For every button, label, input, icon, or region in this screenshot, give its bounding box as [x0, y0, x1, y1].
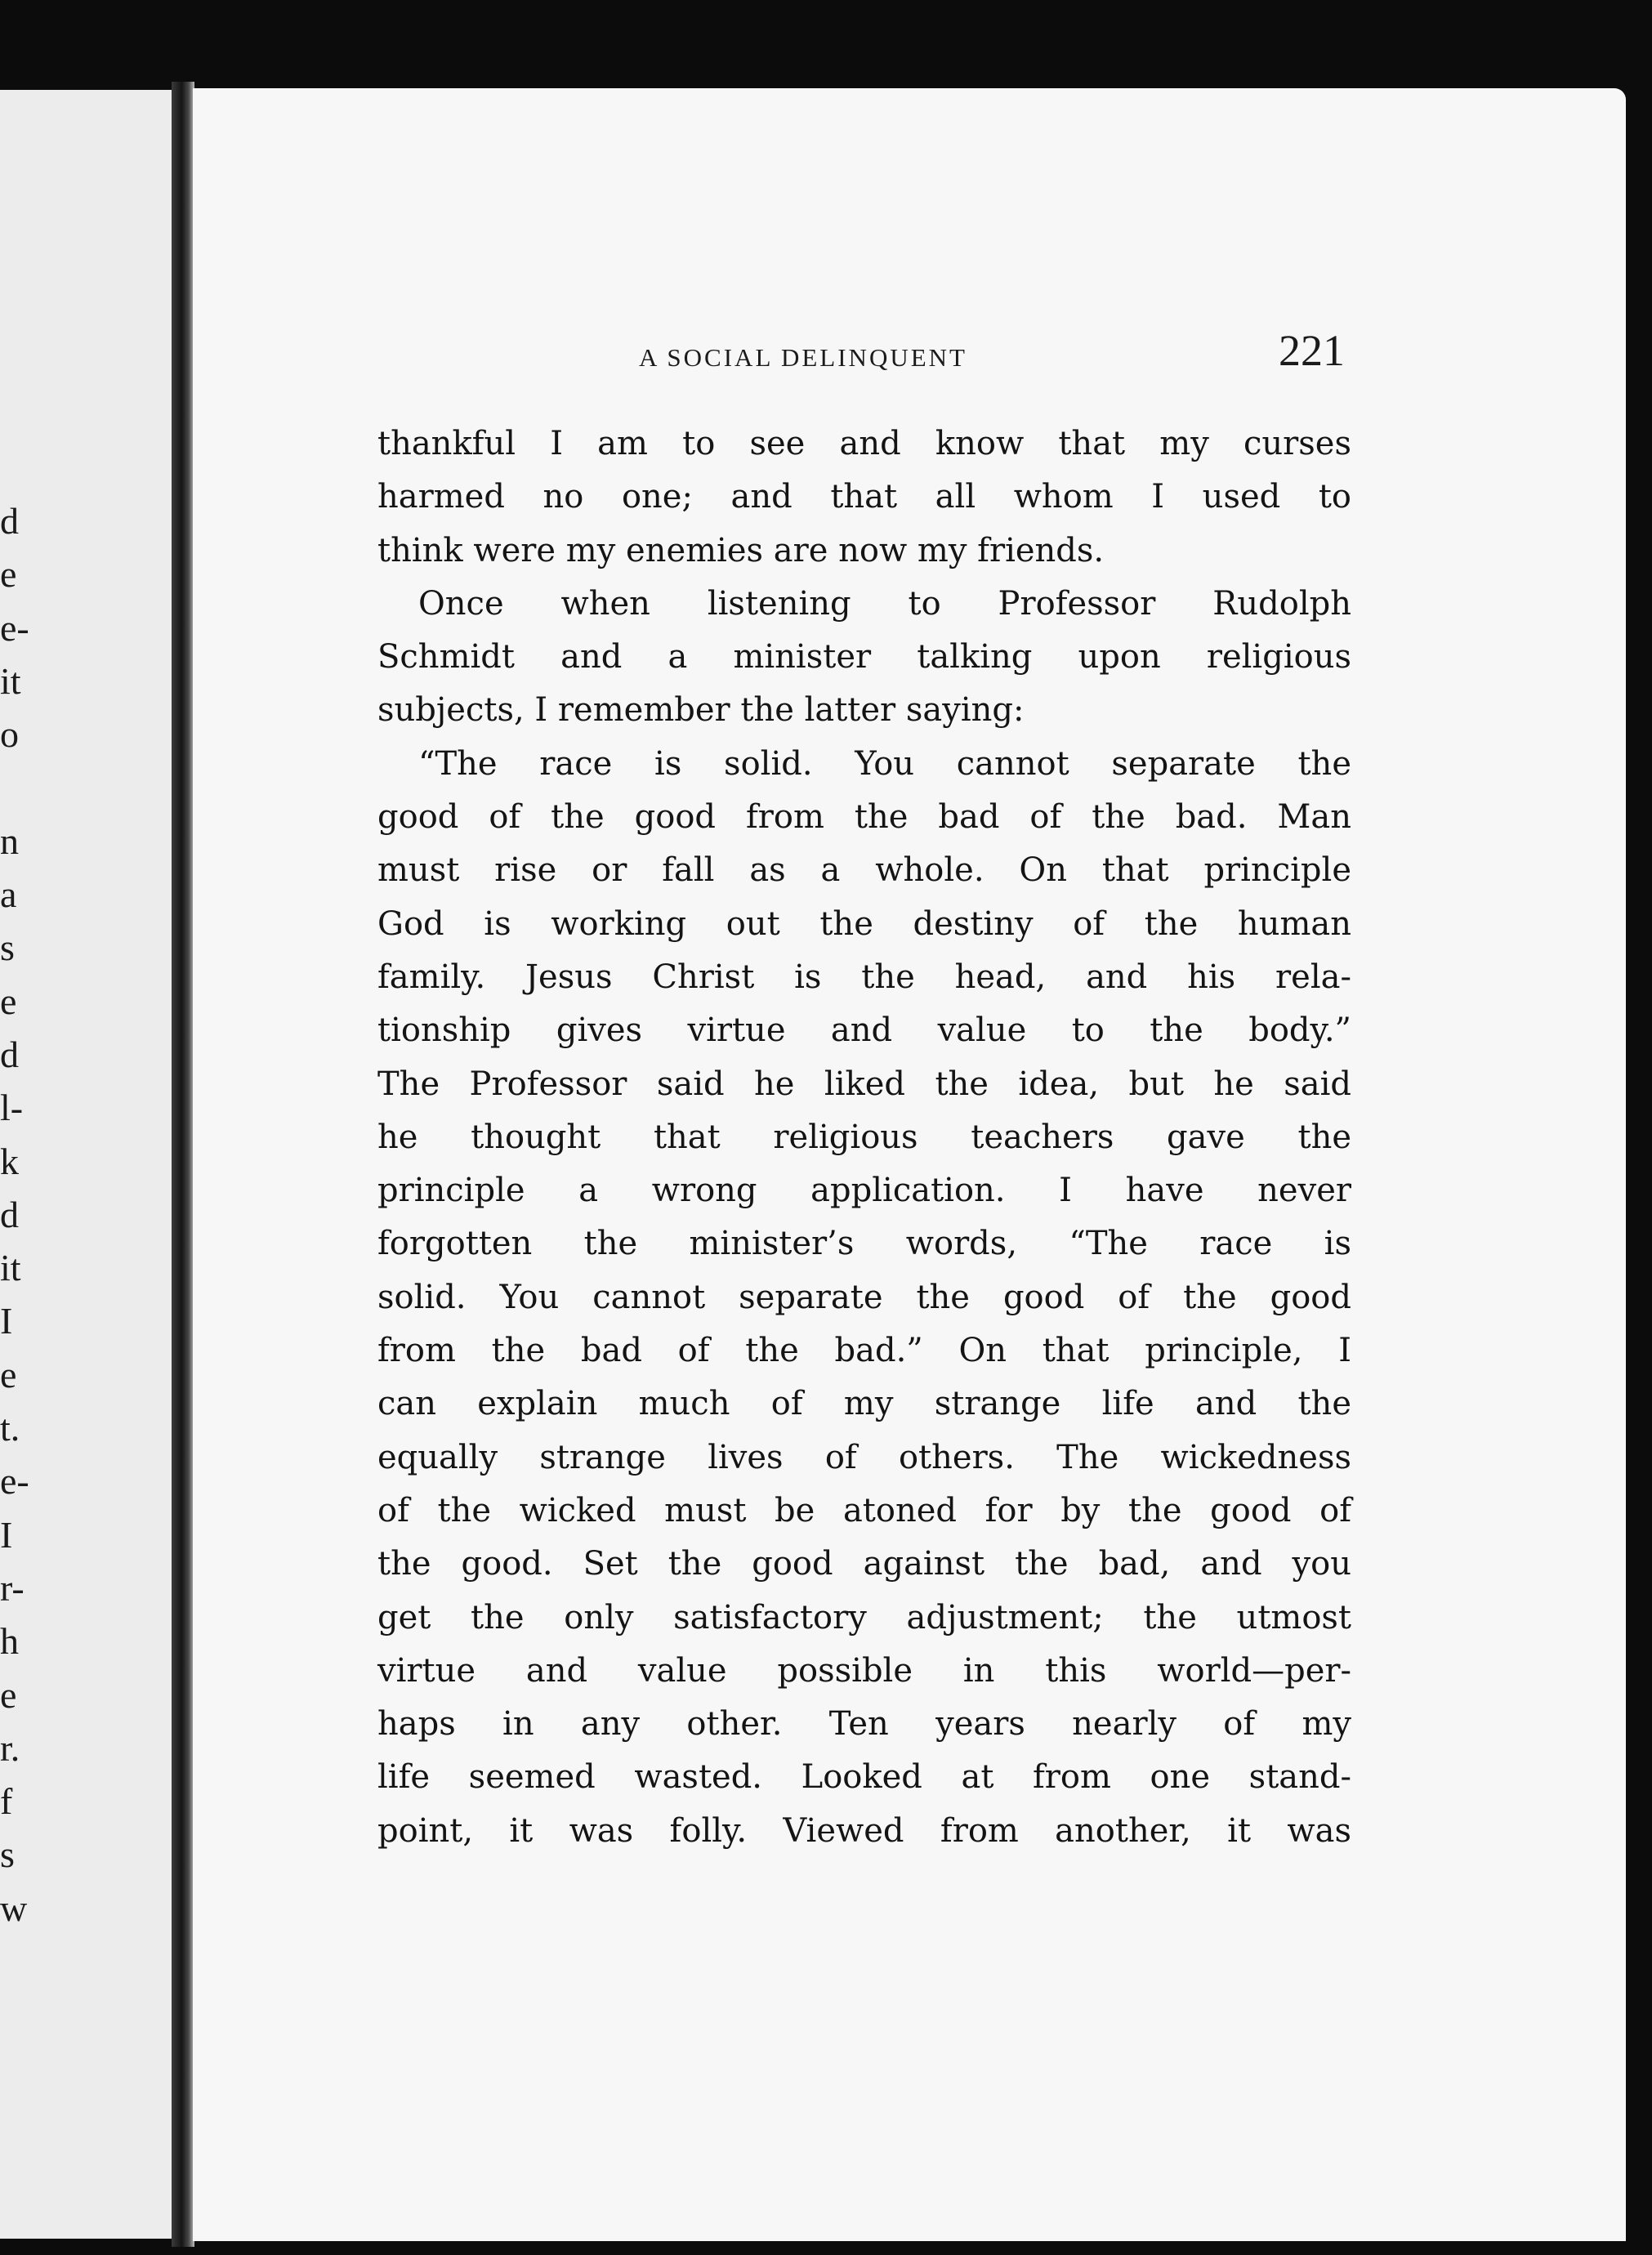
left-page-fragment: e	[0, 1353, 17, 1395]
left-page-fragment: d	[0, 1033, 19, 1075]
left-page-fragment: n	[0, 819, 19, 862]
text-line: tionship gives virtue and value to the body.”	[377, 1011, 1351, 1050]
text-line: think were my enemies are now my friends.	[377, 531, 1105, 569]
left-page-fragment: d	[0, 500, 19, 542]
text-line: forgotten the minister’s words, “The race is	[377, 1225, 1351, 1263]
body-text	[377, 418, 1351, 1858]
text-line: equally strange lives of others. The wickedness	[377, 1438, 1351, 1476]
left-page-fragment: s	[0, 927, 15, 969]
left-page-fragment: e	[0, 1673, 17, 1716]
left-page-fragment: a	[0, 873, 17, 916]
text-line: life seemed wasted. Looked at from one stand-	[377, 1758, 1351, 1797]
book-gutter-shadow	[172, 82, 194, 2247]
left-page-fragment: e-	[0, 1460, 29, 1503]
left-page-fragment: f	[0, 1780, 13, 1823]
text-line: Schmidt and a minister talking upon religious	[377, 638, 1351, 676]
text-line: haps in any other. Ten years nearly of my	[377, 1705, 1351, 1744]
text-line: of the wicked must be atoned for by the good of	[377, 1491, 1351, 1529]
left-page-fragment: I	[0, 1300, 13, 1342]
text-line: family. Jesus Christ is the head, and his rela-	[377, 958, 1351, 996]
left-page-fragment: r-	[0, 1566, 25, 1609]
left-page-fragment: I	[0, 1513, 13, 1556]
left-page-fragment: e	[0, 553, 17, 596]
left-page-fragment: h	[0, 1620, 19, 1663]
left-page-fragment: d	[0, 1193, 19, 1235]
text-line: The Professor said he liked the idea, but he said	[377, 1065, 1351, 1103]
left-page-fragment: t.	[0, 1407, 20, 1449]
left-page-fragment: k	[0, 1140, 19, 1182]
text-line: God is working out the destiny of the human	[377, 904, 1351, 943]
left-page-fragment: e	[0, 980, 17, 1022]
text-line: harmed no one; and that all whom I used to	[377, 478, 1351, 516]
left-page-fragment: it	[0, 1247, 21, 1289]
left-page-fragment: o	[0, 713, 19, 756]
text-line: can explain much of my strange life and the	[377, 1385, 1351, 1423]
text-line: principle a wrong application. I have never	[377, 1172, 1351, 1210]
left-facing-page	[0, 90, 176, 2239]
left-page-fragment: r.	[0, 1726, 20, 1769]
book-page	[193, 88, 1626, 2241]
left-page-fragment: l-	[0, 1087, 24, 1129]
text-line: point, it was folly. Viewed from another, it was	[377, 1811, 1351, 1850]
running-title: A SOCIAL DELINQUENT	[639, 343, 967, 372]
text-line: subjects, I remember the latter saying:	[377, 691, 1025, 730]
left-page-fragment: it	[0, 659, 21, 702]
text-line: solid. You cannot separate the good of the good	[377, 1278, 1351, 1316]
text-line: the good. Set the good against the bad, and you	[377, 1545, 1351, 1583]
text-line: “The race is solid. You cannot separate the	[418, 744, 1351, 783]
left-page-fragment: s	[0, 1833, 15, 1876]
text-line: must rise or fall as a whole. On that principle	[377, 851, 1351, 890]
text-line: from the bad of the bad.” On that principle, I	[377, 1332, 1351, 1370]
text-line: virtue and value possible in this world—per-	[377, 1651, 1351, 1690]
text-line: thankful I am to see and know that my curses	[377, 425, 1351, 462]
left-page-cut-text	[0, 494, 49, 1935]
left-page-fragment	[0, 761, 49, 814]
text-line: Once when listening to Professor Rudolph	[418, 584, 1351, 623]
text-line: he thought that religious teachers gave the	[377, 1118, 1351, 1156]
left-page-fragment: w	[0, 1887, 28, 1929]
left-page-fragment: e-	[0, 606, 29, 649]
text-line: good of the good from the bad of the bad. Man	[377, 798, 1351, 837]
text-line: get the only satisfactory adjustment; the utmost	[377, 1598, 1351, 1637]
page-number: 221	[1279, 326, 1345, 375]
